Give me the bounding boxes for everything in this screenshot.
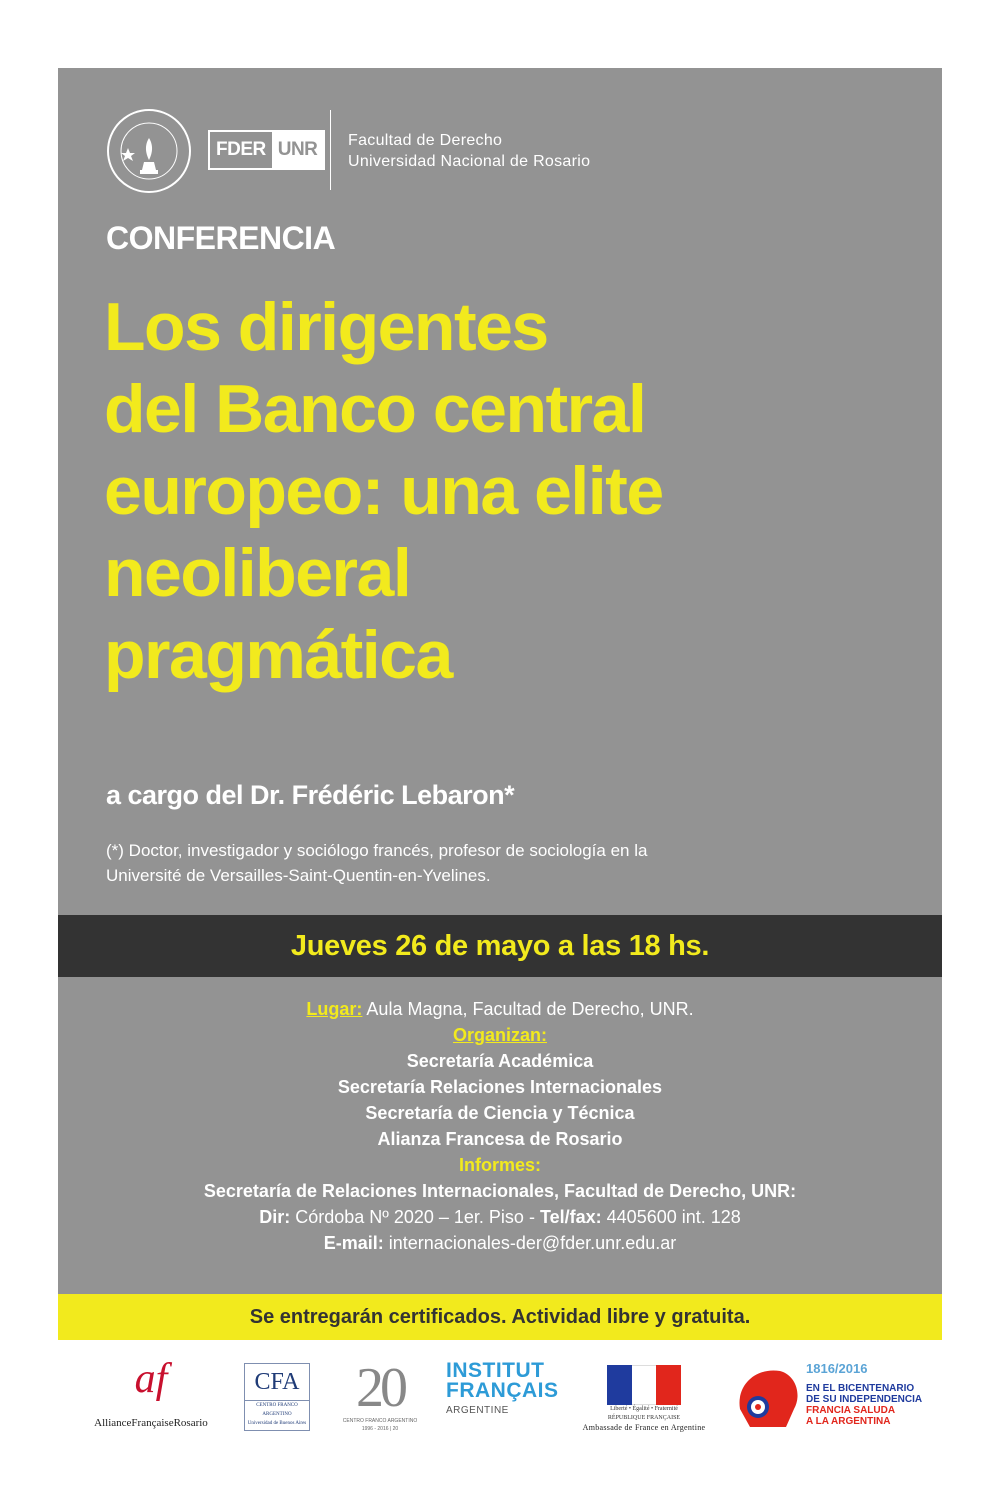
date-band xyxy=(58,915,942,977)
note-line-2: Université de Versailles-Saint-Quentin-en-Yvelines. xyxy=(106,866,491,885)
marianne-flag-icon xyxy=(607,1365,681,1405)
address-line xyxy=(58,1204,942,1230)
af-name: AllianceFrançaiseRosario xyxy=(94,1417,208,1429)
cfa-text: CFA xyxy=(245,1364,309,1401)
note-line-1: (*) Doctor, investigador y sociólogo francés, profesor de sociología en la xyxy=(106,841,648,860)
informes-label: Informes: xyxy=(458,1155,541,1175)
bicent-text xyxy=(806,1383,936,1427)
twenty-number: 20 xyxy=(356,1357,404,1419)
faculty-line-1: Facultad de Derecho xyxy=(348,132,503,149)
email-value: internacionales-der@fder.unr.edu.ar xyxy=(388,1233,677,1253)
bicent-line-1: EN EL BICENTENARIO xyxy=(806,1383,915,1394)
title-line: Los dirigentes xyxy=(104,289,548,365)
twenty-years: 1996 - 2016 | 20 xyxy=(361,1426,399,1432)
bicent-years: 1816/2016 xyxy=(806,1361,868,1376)
dir-value: Córdoba Nº 2020 – 1er. Piso - xyxy=(295,1207,535,1227)
ambassade-republic: RÉPUBLIQUE FRANÇAISE xyxy=(607,1415,681,1421)
faculty-name xyxy=(348,130,590,172)
af-mark: af xyxy=(134,1356,168,1402)
institut-line-2: FRANÇAIS xyxy=(446,1379,559,1402)
fder-logo-text: FDER xyxy=(216,139,266,160)
university-seal-logo xyxy=(106,108,192,194)
certificates-band xyxy=(58,1294,942,1340)
ambassade-name: Ambassade de France en Argentine xyxy=(582,1423,706,1432)
poster-top-section xyxy=(58,68,942,915)
organizer-item: Secretaría de Ciencia y Técnica xyxy=(365,1103,635,1123)
bicent-line-4: A LA ARGENTINA xyxy=(806,1416,891,1427)
unr-logo-text: UNR xyxy=(272,132,324,168)
institut-francais-logo xyxy=(446,1359,559,1416)
cfa-subtitle: CENTRO FRANCO ARGENTINO xyxy=(256,1403,298,1417)
header-divider xyxy=(330,110,331,190)
dir-label: Dir: xyxy=(259,1207,291,1227)
alliance-francaise-logo xyxy=(76,1355,226,1429)
title-line: del Banco central xyxy=(104,371,646,447)
venue-label: Lugar: xyxy=(306,999,363,1019)
email-label: E-mail: xyxy=(323,1233,384,1253)
title-line: neoliberal xyxy=(104,535,411,611)
organizer-item: Secretaría Académica xyxy=(406,1051,594,1071)
informes-org: Secretaría de Relaciones Internacionales, Facultad de Derecho, UNR: xyxy=(203,1181,797,1201)
event-kind: CONFERENCIA xyxy=(106,220,336,256)
email-line xyxy=(58,1230,942,1256)
institut-line-1: INSTITUT xyxy=(446,1359,545,1382)
speaker-note xyxy=(106,838,886,888)
bicent-line-2: DE SU INDEPENDENCIA xyxy=(806,1394,923,1405)
title-line: europeo: una elite xyxy=(104,453,663,529)
title-line: pragmática xyxy=(104,617,452,693)
cfa-20-years-logo xyxy=(340,1359,420,1433)
event-title xyxy=(104,286,924,696)
poster xyxy=(58,68,942,1340)
tel-label: Tel/fax: xyxy=(539,1207,602,1227)
certificates-text: Se entregarán certificados. Actividad libre y gratuita. xyxy=(249,1306,751,1328)
organizer-item: Alianza Francesa de Rosario xyxy=(377,1129,623,1149)
organizers-label: Organizan: xyxy=(452,1025,547,1045)
faculty-line-2: Universidad Nacional de Rosario xyxy=(348,153,591,170)
twenty-caption: CENTRO FRANCO ARGENTINO xyxy=(342,1418,418,1424)
speaker: a cargo del Dr. Frédéric Lebaron* xyxy=(106,780,515,810)
fder-unr-logo xyxy=(208,130,325,170)
venue-line xyxy=(58,996,942,1022)
venue-value: Aula Magna, Facultad de Derecho, UNR. xyxy=(366,999,694,1019)
cfa-logo xyxy=(244,1363,310,1431)
tel-value: 4405600 int. 128 xyxy=(606,1207,741,1227)
institut-country: ARGENTINE xyxy=(446,1405,509,1416)
organizer-item: Secretaría Relaciones Internacionales xyxy=(337,1077,663,1097)
cfa-subtitle-2: Universidad de Buenos Aires xyxy=(247,1421,307,1426)
ambassade-motto: Liberté • Égalité • Fraternité xyxy=(610,1406,678,1412)
phrygian-cap-icon xyxy=(736,1365,802,1431)
bicent-line-3: FRANCIA SALUDA xyxy=(806,1405,896,1416)
sponsor-logos xyxy=(0,1345,1000,1465)
event-details xyxy=(58,996,942,1256)
bicentenario-logo xyxy=(736,1361,936,1431)
ambassade-logo xyxy=(566,1365,722,1432)
event-date: Jueves 26 de mayo a las 18 hs. xyxy=(290,930,710,962)
